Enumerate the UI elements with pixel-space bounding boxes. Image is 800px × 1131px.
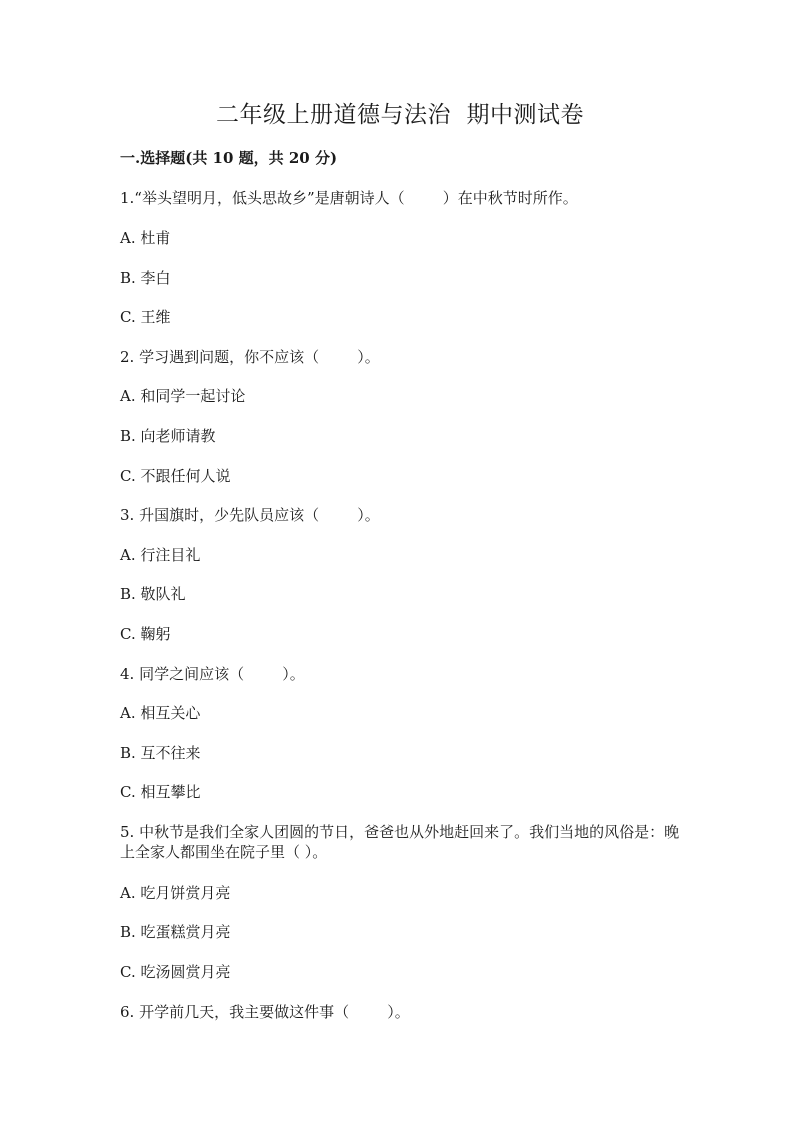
answer-option[interactable]: A. 杜甫 [120, 229, 171, 247]
page-title: 二年级上册道德与法治 期中测试卷 [215, 102, 585, 128]
question-stem: 3. 升国旗时，少先队员应该（ ）。 [120, 506, 380, 524]
section-heading: 一.选择题(共 10 题，共 20 分) [120, 149, 338, 167]
answer-option[interactable]: A. 吃月饼赏月亮 [120, 884, 231, 902]
answer-option[interactable]: A. 行注目礼 [120, 546, 201, 564]
question-stem: 2. 学习遇到问题，你不应该（ ）。 [120, 348, 380, 366]
answer-option[interactable]: C. 吃汤圆赏月亮 [120, 963, 231, 981]
question-stem: 4. 同学之间应该（ ）。 [120, 665, 305, 683]
answer-option[interactable]: B. 互不往来 [120, 744, 201, 762]
answer-option[interactable]: C. 相互攀比 [120, 783, 201, 801]
answer-option[interactable]: B. 敬队礼 [120, 585, 186, 603]
answer-option[interactable]: B. 李白 [120, 269, 171, 287]
answer-option[interactable]: C. 鞠躬 [120, 625, 171, 643]
question-stem: 1.“举头望明月，低头思故乡”是唐朝诗人（ ）在中秋节时所作。 [120, 189, 578, 207]
answer-option[interactable]: A. 相互关心 [120, 704, 201, 722]
answer-option[interactable]: A. 和同学一起讨论 [120, 387, 246, 405]
question-stem: 5. 中秋节是我们全家人团圆的节日，爸爸也从外地赶回来了。我们当地的风俗是：晚上全家人都围坐在院子里（ ）。 [120, 823, 680, 861]
answer-option[interactable]: C. 不跟任何人说 [120, 467, 231, 485]
answer-option[interactable]: B. 向老师请教 [120, 427, 216, 445]
question-stem: 6. 开学前几天，我主要做这件事（ ）。 [120, 1003, 410, 1021]
answer-option[interactable]: C. 王维 [120, 308, 171, 326]
answer-option[interactable]: B. 吃蛋糕赏月亮 [120, 923, 231, 941]
